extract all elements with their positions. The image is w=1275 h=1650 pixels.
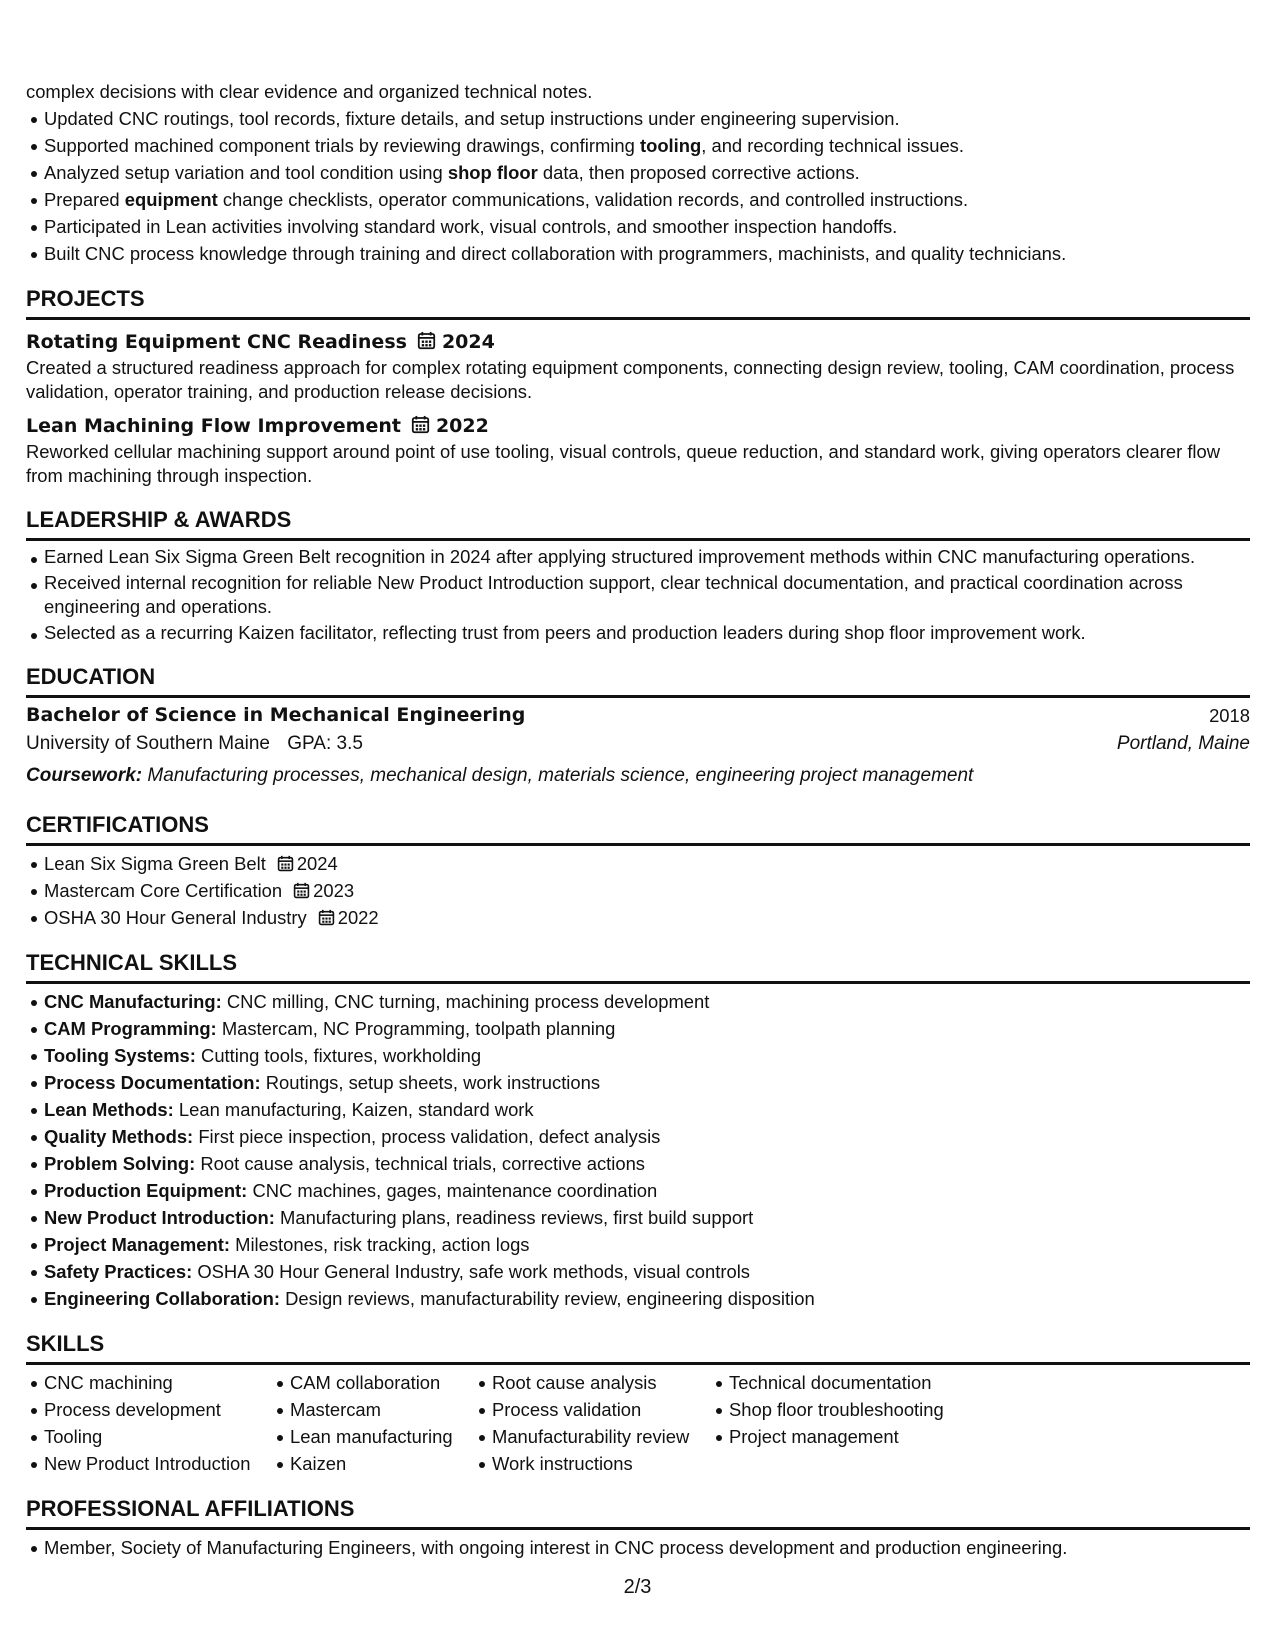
project-year: 2022 (435, 415, 489, 437)
skill-category: Problem Solving: (44, 1153, 196, 1174)
skill-values: Mastercam, NC Programming, toolpath planning (221, 1018, 616, 1039)
skill-values: Milestones, risk tracking, action logs (235, 1234, 530, 1255)
coursework (26, 759, 1250, 793)
skill-category: Production Equipment: (44, 1180, 248, 1201)
calendar-icon (411, 415, 430, 434)
affiliations-heading: PROFESSIONAL AFFILIATIONS (26, 1495, 1250, 1530)
leadership-item: Earned Lean Six Sigma Green Belt recognition in 2024 after applying structured improvement methods within CNC manufacturing operations. (44, 545, 1250, 569)
experience-bullet (44, 159, 1250, 186)
experience-intro-text: complex decisions with clear evidence and organized technical notes. (26, 81, 593, 102)
technical-skill-item (44, 988, 1250, 1015)
calendar-icon (318, 909, 335, 926)
skill-item: New Product Introduction (44, 1450, 290, 1477)
technical-skill-item (44, 1177, 1250, 1204)
bullet-text: data, then proposed corrective actions. (537, 162, 860, 183)
skill-category: Tooling Systems: (44, 1045, 196, 1066)
certification-year: 2024 (296, 853, 338, 874)
project-entry (26, 412, 1250, 488)
project-title: Rotating Equipment CNC Readiness (26, 331, 407, 353)
certification-name: Mastercam Core Certification (44, 880, 283, 901)
calendar-icon (277, 855, 294, 872)
project-title-row (26, 412, 1250, 440)
skill-values: Manufacturing plans, readiness reviews, first build support (280, 1207, 754, 1228)
bullet-text: Updated CNC routings, tool records, fixture details, and setup instructions under engineering supervision. (44, 108, 900, 129)
skill-category: Process Documentation: (44, 1072, 261, 1093)
technical-skill-item (44, 1123, 1250, 1150)
skill-item: Project management (729, 1423, 989, 1450)
technical-skill-item (44, 1150, 1250, 1177)
experience-bullet (44, 213, 1250, 240)
project-title-row (26, 328, 1250, 356)
certification-year: 2022 (337, 907, 379, 928)
skill-item: Process development (44, 1396, 290, 1423)
skill-values: OSHA 30 Hour General Industry, safe work methods, visual controls (197, 1261, 751, 1282)
gpa: GPA: 3.5 (287, 733, 363, 754)
bullet-text: , and recording technical issues. (701, 135, 964, 156)
skill-item: Work instructions (492, 1450, 729, 1477)
skill-item: Kaizen (290, 1450, 492, 1477)
bold-keyword: shop floor (447, 162, 538, 183)
skill-category: Safety Practices: (44, 1261, 193, 1282)
technical-skill-item (44, 1069, 1250, 1096)
experience-bullet (44, 186, 1250, 213)
technical-skill-item (44, 1204, 1250, 1231)
technical-skill-item (44, 1042, 1250, 1069)
certifications-list (26, 850, 1250, 931)
bold-keyword: equipment (124, 189, 218, 210)
certification-item (44, 904, 1250, 931)
skill-item: Root cause analysis (492, 1369, 729, 1396)
experience-bullets (26, 105, 1250, 267)
skill-values: Root cause analysis, technical trials, corrective actions (200, 1153, 645, 1174)
experience-bullet (44, 132, 1250, 159)
resume-content (26, 78, 1250, 1561)
leadership-list (26, 545, 1250, 645)
bullet-text: Participated in Lean activities involving standard work, visual controls, and smoother inspection handoffs. (44, 216, 898, 237)
skill-values: Lean manufacturing, Kaizen, standard work (178, 1099, 534, 1120)
skill-item: Mastercam (290, 1396, 492, 1423)
certification-name: Lean Six Sigma Green Belt (44, 853, 266, 874)
skill-values: CNC milling, CNC turning, machining process development (226, 991, 710, 1012)
technical-skills-list (26, 988, 1250, 1312)
certification-item (44, 877, 1250, 904)
project-title: Lean Machining Flow Improvement (26, 415, 401, 437)
certification-item (44, 850, 1250, 877)
coursework-text: Manufacturing processes, mechanical design, materials science, engineering project management (147, 765, 974, 786)
skill-values: First piece inspection, process validation, defect analysis (198, 1126, 661, 1147)
skill-values: CNC machines, gages, maintenance coordination (252, 1180, 658, 1201)
bold-keyword: tooling (639, 135, 702, 156)
skills-column (44, 1369, 290, 1477)
bullet-text: Prepared (44, 189, 125, 210)
bullet-text: Built CNC process knowledge through training and direct collaboration with programmers, machinists, and quality technicians. (44, 243, 1067, 264)
school-location: Portland, Maine (1116, 733, 1250, 754)
skill-item: Technical documentation (729, 1369, 989, 1396)
skill-category: Quality Methods: (44, 1126, 194, 1147)
skill-item: Shop floor troubleshooting (729, 1396, 989, 1423)
skill-category: Engineering Collaboration: (44, 1288, 281, 1309)
skills-column (729, 1369, 989, 1477)
technical-skills-heading: TECHNICAL SKILLS (26, 949, 1250, 984)
skill-category: CNC Manufacturing: (44, 991, 222, 1012)
education-entry (26, 702, 1250, 793)
technical-skill-item (44, 1258, 1250, 1285)
bullet-text: Analyzed setup variation and tool condition using (44, 162, 448, 183)
leadership-item: Received internal recognition for reliable New Product Introduction support, clear technical documentation, and practical coordination across engineering and operations. (44, 571, 1250, 619)
coursework-label: Coursework: (26, 765, 143, 786)
leadership-heading: LEADERSHIP & AWARDS (26, 506, 1250, 541)
calendar-icon (293, 882, 310, 899)
skill-category: Project Management: (44, 1234, 230, 1255)
experience-bullet (44, 240, 1250, 267)
project-entry (26, 328, 1250, 404)
technical-skill-item (44, 1096, 1250, 1123)
project-description: Reworked cellular machining support around point of use tooling, visual controls, queue reduction, and standard work, giving operators clearer flow from machining through inspection. (26, 441, 1221, 486)
project-year: 2024 (441, 331, 495, 353)
skill-category: CAM Programming: (44, 1018, 217, 1039)
school-name: University of Southern Maine (26, 733, 270, 754)
skill-item: CAM collaboration (290, 1369, 492, 1396)
bullet-text: Supported machined component trials by reviewing drawings, confirming (44, 135, 640, 156)
skill-category: Lean Methods: (44, 1099, 174, 1120)
skill-values: Design reviews, manufacturability review, engineering disposition (285, 1288, 815, 1309)
page-number: 2/3 (623, 1576, 652, 1598)
technical-skill-item (44, 1285, 1250, 1312)
technical-skill-item (44, 1015, 1250, 1042)
skills-heading: SKILLS (26, 1330, 1250, 1365)
skill-category: New Product Introduction: (44, 1207, 275, 1228)
skill-values: Cutting tools, fixtures, workholding (201, 1045, 482, 1066)
skill-item: Process validation (492, 1396, 729, 1423)
certifications-heading: CERTIFICATIONS (26, 811, 1250, 846)
graduation-year: 2018 (1209, 705, 1250, 726)
projects-heading: PROJECTS (26, 285, 1250, 320)
affiliation-item: Member, Society of Manufacturing Engineers, with ongoing interest in CNC process development and production engineering. (44, 1534, 1250, 1561)
technical-skill-item (44, 1231, 1250, 1258)
skill-values: Routings, setup sheets, work instructions (265, 1072, 601, 1093)
degree-title: Bachelor of Science in Mechanical Engineering (26, 704, 526, 726)
projects-list (26, 328, 1250, 488)
skill-item: Tooling (44, 1423, 290, 1450)
project-description: Created a structured readiness approach for complex rotating equipment components, connecting design review, tooling, CAM coordination, process validation, operator training, and production release decisions. (26, 357, 1235, 402)
certification-year: 2023 (313, 880, 355, 901)
skill-item: Lean manufacturing (290, 1423, 492, 1450)
skills-grid (26, 1369, 1250, 1477)
skills-column (492, 1369, 729, 1477)
skill-item: Manufacturability review (492, 1423, 729, 1450)
leadership-item: Selected as a recurring Kaizen facilitator, reflecting trust from peers and production leaders during shop floor improvement work. (44, 621, 1250, 645)
calendar-icon (417, 331, 436, 350)
bullet-text: change checklists, operator communications, validation records, and controlled instructions. (217, 189, 969, 210)
skill-item: CNC machining (44, 1369, 290, 1396)
skills-column (290, 1369, 492, 1477)
affiliations-list (26, 1534, 1250, 1561)
education-heading: EDUCATION (26, 663, 1250, 698)
experience-bullet (44, 105, 1250, 132)
certification-name: OSHA 30 Hour General Industry (44, 907, 307, 928)
